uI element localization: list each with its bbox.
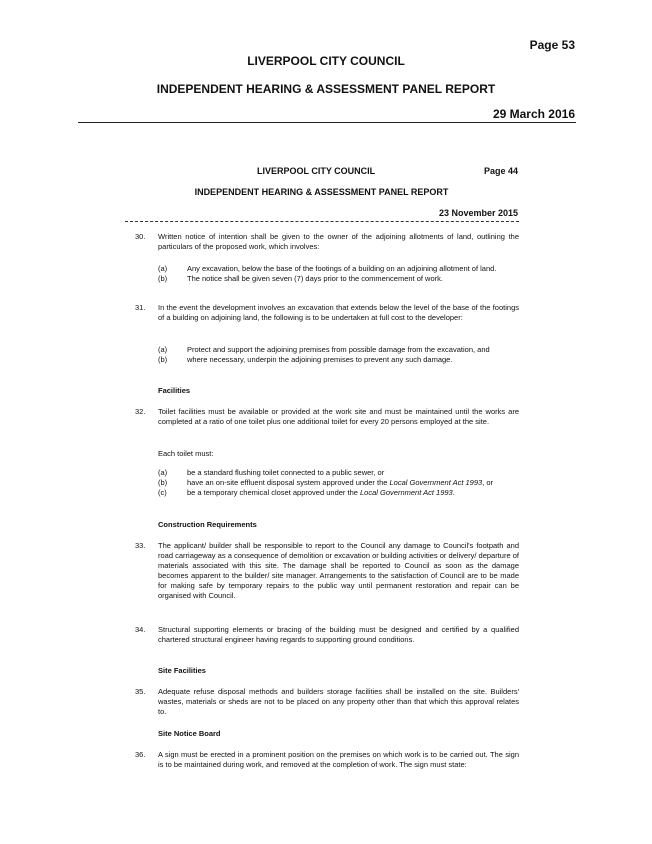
section-heading-construction: Construction Requirements	[158, 520, 257, 529]
outer-header-rule	[78, 122, 576, 123]
item-text: Protect and support the adjoining premises from possible damage from the excavation, and	[187, 345, 490, 354]
clause-number: 36.	[135, 750, 146, 759]
clause-text: Adequate refuse disposal methods and builders storage facilities shall be installed on the site. Builders' wastes, materials or sheds are not to be placed on any property other than that which this approval relates to.	[158, 687, 519, 716]
item-label: (a)	[158, 468, 168, 477]
clause-number: 32.	[135, 407, 146, 416]
clause-text: The applicant/ builder shall be responsible to report to the Council any damage to Council's footpath and road carriageway as a consequence of demolition or excavation or building activities or delivery/ departure of materials associated with this site. The damage shall be reported to Council as soon as the damage becomes apparent to the builder/ site manager. Arrangements to the satisfaction of Council are to be made for making safe by temporary repairs to the public way until permanent restoration and repair can be organised with Council.	[158, 541, 519, 600]
item-label: (b)	[158, 478, 168, 487]
clause-32-items	[125, 468, 519, 498]
clause-34	[125, 625, 519, 645]
act-name: Local Government Act 1993	[389, 478, 483, 487]
list-item	[158, 274, 519, 284]
act-name: Local Government Act 1993	[360, 488, 453, 497]
section-heading-site-facilities: Site Facilities	[158, 666, 206, 675]
list-item	[158, 355, 519, 365]
inner-page-number: Page 44	[483, 166, 518, 176]
inner-council-name: LIVERPOOL CITY COUNCIL	[257, 166, 376, 176]
item-text: Any excavation, below the base of the footings of a building on an adjoining allotment of land.	[187, 264, 497, 273]
clause-number: 30.	[135, 232, 146, 241]
each-toilet-text: Each toilet must:	[158, 449, 214, 458]
clause-31	[125, 303, 519, 323]
section-heading-facilities: Facilities	[158, 386, 191, 395]
list-item	[158, 345, 519, 355]
item-text: where necessary, underpin the adjoining premises to prevent any such damage.	[187, 355, 453, 364]
clause-number: 33.	[135, 541, 146, 550]
clause-number: 34.	[135, 625, 146, 634]
clause-35	[125, 687, 519, 717]
item-label: (b)	[158, 274, 168, 283]
list-item	[158, 478, 519, 488]
clause-text: In the event the development involves an excavation that extends below the level of the base of the footings of a building on adjoining land, the following is to be undertaken at full cost to the developer:	[158, 303, 519, 322]
item-label: (c)	[158, 488, 167, 497]
clause-text: Written notice of intention shall be given to the owner of the adjoining allotments of land, outlining the particulars of the proposed work, which involves:	[158, 232, 519, 251]
clause-number: 35.	[135, 687, 146, 696]
item-text: have an on-site effluent disposal system approved under the Local Government Act 1993, or	[187, 478, 494, 487]
list-item	[158, 264, 519, 274]
inner-report-date: 23 November 2015	[438, 208, 518, 218]
clause-32	[125, 407, 519, 427]
clause-number: 31.	[135, 303, 146, 312]
item-text: The notice shall be given seven (7) days prior to the commencement of work.	[187, 274, 443, 283]
outer-report-title: INDEPENDENT HEARING & ASSESSMENT PANEL REPORT	[156, 82, 496, 96]
outer-report-date: 29 March 2016	[492, 107, 575, 121]
list-item	[158, 488, 519, 498]
item-label: (a)	[158, 264, 168, 273]
clause-30-items	[125, 264, 519, 284]
clause-33	[125, 541, 519, 601]
item-text: be a standard flushing toilet connected to a public sewer, or	[187, 468, 385, 477]
section-heading-site-notice-board: Site Notice Board	[158, 729, 221, 738]
clause-30	[125, 232, 519, 252]
item-label: (b)	[158, 355, 168, 364]
clause-text: A sign must be erected in a prominent position on the premises on which work is to be carried out. The sign is to be maintained during work, and removed at the completion of work. The sign must state:	[158, 750, 519, 769]
item-label: (a)	[158, 345, 168, 354]
inner-header-rule	[125, 221, 519, 222]
clause-31-items	[125, 345, 519, 365]
inner-report-title: INDEPENDENT HEARING & ASSESSMENT PANEL REPORT	[194, 187, 449, 197]
outer-council-name: LIVERPOOL CITY COUNCIL	[247, 54, 405, 68]
item-text: be a temporary chemical closet approved under the Local Government Act 1993.	[187, 488, 455, 497]
clause-text: Structural supporting elements or bracing of the building must be designed and certified by a qualified chartered structural engineer having regards to supporting ground conditions.	[158, 625, 519, 644]
clause-36	[125, 750, 519, 770]
list-item	[158, 468, 519, 478]
outer-page-number: Page 53	[529, 38, 575, 52]
clause-text: Toilet facilities must be available or provided at the work site and must be maintained until the works are completed at a ratio of one toilet plus one additional toilet for every 20 persons employed at the site.	[158, 407, 519, 426]
